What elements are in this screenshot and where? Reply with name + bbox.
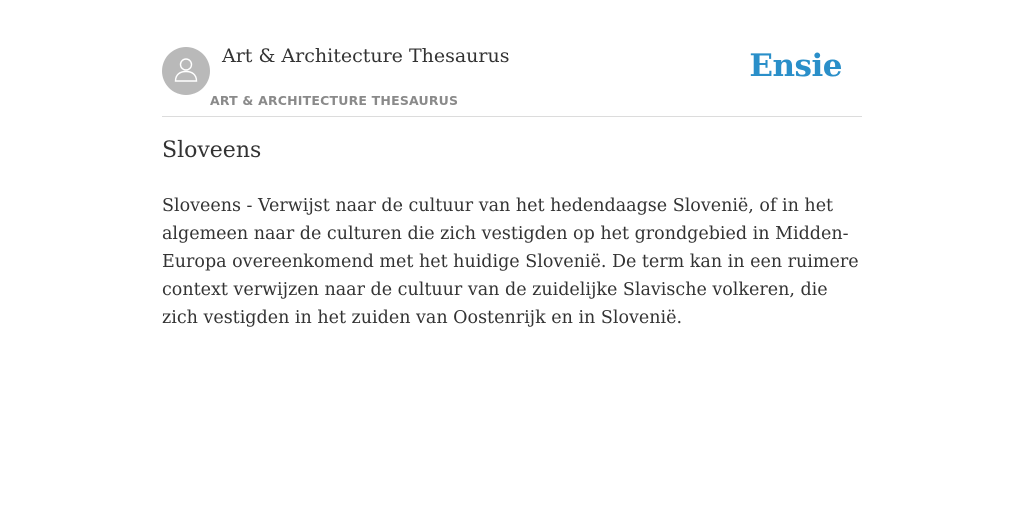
- user-silhouette-icon: [172, 55, 200, 88]
- entry-definition: Sloveens - Verwijst naar de cultuur van het hedendaagse Slovenië, of in het algemeen naar de culturen die zich vestigden op het grondgebied in Midden-Europa overeenkomend met het huidige Slovenië. De term kan in een ruimere context verwijzen naar de cultuur van de zuidelijke Slavische volkeren, die zich vestigden in het zuiden van Oostenrijk en in Slovenië.: [162, 196, 859, 328]
- author-subtitle-link[interactable]: ART & ARCHITECTURE THESAURUS: [210, 93, 459, 108]
- entry-header: [162, 0, 862, 117]
- author-name-link[interactable]: Art & Architecture Thesaurus: [222, 45, 510, 67]
- entry-title: Sloveens: [162, 138, 262, 163]
- ensie-logo[interactable]: Ensie: [749, 48, 842, 84]
- author-avatar[interactable]: [162, 47, 210, 95]
